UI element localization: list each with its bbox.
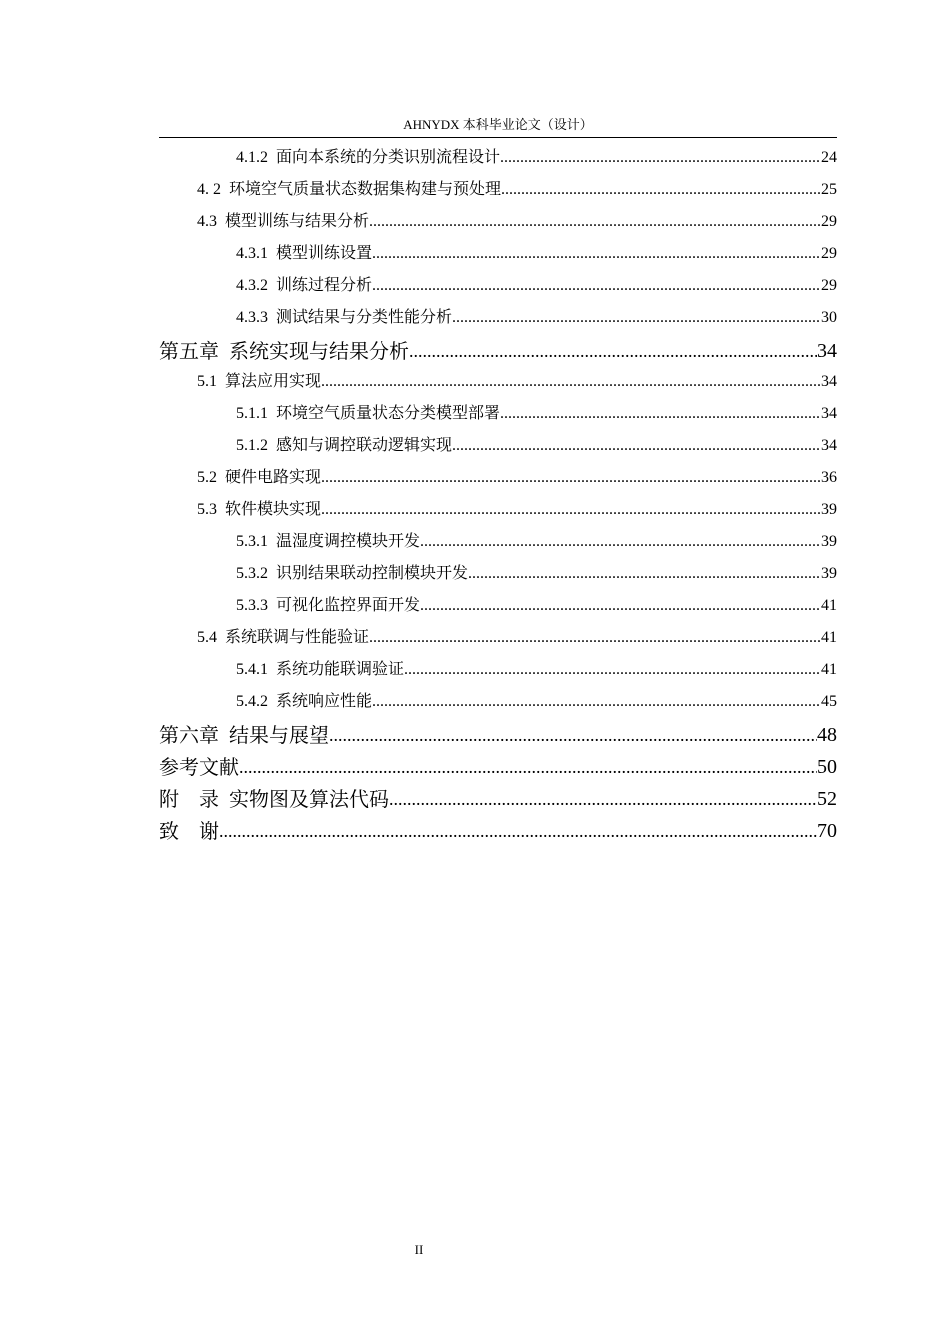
toc-entry-number: 5.3.1	[236, 533, 268, 550]
toc-entry-page: 29	[821, 245, 837, 262]
toc-entry[interactable]	[159, 813, 837, 845]
toc-entry-number: 5.1	[197, 373, 217, 390]
toc-entry-label	[197, 498, 321, 525]
toc-entry[interactable]	[159, 781, 837, 813]
toc-entry-title: 测试结果与分类性能分析	[276, 309, 453, 326]
toc-entry-page: 34	[821, 405, 837, 422]
toc-entry-number: 5.4.2	[236, 693, 268, 710]
toc-entry[interactable]	[159, 621, 837, 653]
toc-entry-label	[197, 370, 321, 397]
toc-entry[interactable]	[159, 717, 837, 749]
toc-entry[interactable]	[159, 269, 837, 301]
toc-entry-title: 温湿度调控模块开发	[276, 533, 421, 550]
toc-entry-page: 25	[821, 181, 837, 198]
toc-entry-number: 4. 2	[197, 181, 221, 198]
toc-dot-leader	[372, 242, 821, 269]
toc-dot-leader	[501, 178, 821, 205]
toc-entry-title: 识别结果联动控制模块开发	[276, 565, 469, 582]
toc-entry-page: 29	[821, 213, 837, 230]
toc-entry-page: 34	[821, 437, 837, 454]
toc-entry[interactable]	[159, 589, 837, 621]
toc-entry-label	[236, 562, 468, 589]
toc-entry-label	[236, 658, 404, 685]
toc-entry-label	[197, 178, 501, 205]
toc-dot-leader	[500, 146, 821, 173]
toc-entry-page: 34	[821, 373, 837, 390]
toc-entry-title: 模型训练与结果分析	[225, 213, 370, 230]
toc-dot-leader	[452, 306, 821, 333]
toc-dot-leader	[321, 370, 821, 397]
toc-entry-title: 面向本系统的分类识别流程设计	[276, 149, 501, 166]
toc-dot-leader	[389, 787, 817, 813]
toc-entry-page: 34	[817, 340, 837, 362]
toc-entry-label	[197, 210, 369, 237]
toc-dot-leader	[321, 498, 821, 525]
toc-dot-leader	[372, 274, 821, 301]
toc-entry-label	[159, 787, 389, 813]
toc-entry-number: 附 录	[159, 787, 219, 811]
toc-entry-title: 致 谢	[159, 819, 219, 843]
toc-entry[interactable]	[159, 461, 837, 493]
toc-dot-leader	[369, 626, 821, 653]
toc-entry-title: 硬件电路实现	[225, 469, 322, 486]
toc-entry-number: 5.3.3	[236, 597, 268, 614]
toc-entry[interactable]	[159, 525, 837, 557]
toc-entry[interactable]	[159, 365, 837, 397]
toc-entry-number: 4.3	[197, 213, 217, 230]
header-rule	[159, 137, 837, 138]
toc-entry-title: 训练过程分析	[276, 277, 373, 294]
toc-dot-leader	[219, 819, 817, 845]
toc-entry-page: 70	[817, 820, 837, 842]
toc-entry[interactable]	[159, 205, 837, 237]
toc-entry-title: 系统实现与结果分析	[229, 339, 409, 363]
toc-dot-leader	[468, 562, 821, 589]
toc-entry-page: 39	[821, 565, 837, 582]
toc-entry-label	[236, 274, 372, 301]
toc-entry-label	[236, 594, 420, 621]
toc-entry-page: 50	[817, 756, 837, 778]
toc-dot-leader	[369, 210, 821, 237]
toc-entry-number: 5.1.1	[236, 405, 268, 422]
toc-dot-leader	[321, 466, 821, 493]
toc-dot-leader	[239, 755, 817, 781]
toc-entry-number: 4.3.3	[236, 309, 268, 326]
toc-dot-leader	[420, 594, 821, 621]
toc-entry-number: 5.1.2	[236, 437, 268, 454]
toc-entry[interactable]	[159, 301, 837, 333]
page-header: AHNYDX 本科毕业论文（设计）	[403, 117, 593, 132]
toc-entry[interactable]	[159, 749, 837, 781]
toc-entry-title: 环境空气质量状态数据集构建与预处理	[229, 181, 502, 198]
toc-entry-page: 39	[821, 501, 837, 518]
toc-entry-label	[236, 530, 420, 557]
toc-dot-leader	[372, 690, 821, 717]
table-of-contents	[159, 141, 837, 845]
toc-entry-title: 环境空气质量状态分类模型部署	[276, 405, 501, 422]
toc-entry-number: 5.4.1	[236, 661, 268, 678]
toc-entry-page: 41	[821, 629, 837, 646]
toc-dot-leader	[500, 402, 821, 429]
toc-entry[interactable]	[159, 173, 837, 205]
toc-dot-leader	[420, 530, 821, 557]
toc-entry-page: 24	[821, 149, 837, 166]
toc-dot-leader	[409, 339, 817, 365]
toc-entry-title: 软件模块实现	[225, 501, 322, 518]
toc-entry-number: 5.4	[197, 629, 217, 646]
toc-entry-number: 第五章	[159, 339, 219, 363]
page-number: II	[414, 1242, 424, 1257]
toc-entry-page: 41	[821, 597, 837, 614]
toc-entry-label	[236, 402, 500, 429]
toc-entry[interactable]	[159, 557, 837, 589]
toc-entry-page: 48	[817, 724, 837, 746]
toc-dot-leader	[404, 658, 821, 685]
toc-entry-page: 45	[821, 693, 837, 710]
toc-entry-number: 5.3.2	[236, 565, 268, 582]
toc-entry-label	[236, 242, 372, 269]
toc-entry[interactable]	[159, 685, 837, 717]
toc-entry-title: 系统响应性能	[276, 693, 373, 710]
toc-entry-number: 4.1.2	[236, 149, 268, 166]
toc-entry[interactable]	[159, 653, 837, 685]
toc-entry-label	[159, 755, 239, 781]
toc-entry-page: 36	[821, 469, 837, 486]
toc-entry-title: 参考文献	[159, 755, 239, 779]
toc-entry-page: 30	[821, 309, 837, 326]
toc-entry[interactable]	[159, 237, 837, 269]
toc-dot-leader	[329, 723, 817, 749]
toc-entry[interactable]	[159, 493, 837, 525]
toc-entry[interactable]	[159, 429, 837, 461]
toc-entry-label	[159, 339, 409, 365]
toc-entry-title: 感知与调控联动逻辑实现	[276, 437, 453, 454]
toc-entry-page: 41	[821, 661, 837, 678]
toc-entry[interactable]	[159, 333, 837, 365]
toc-entry-label	[159, 723, 329, 749]
toc-entry-label	[197, 466, 321, 493]
toc-entry-label	[236, 690, 372, 717]
toc-entry-number: 第六章	[159, 723, 219, 747]
toc-entry-title: 可视化监控界面开发	[276, 597, 421, 614]
toc-entry-number: 4.3.1	[236, 245, 268, 262]
toc-entry-number: 5.2	[197, 469, 217, 486]
toc-entry-number: 5.3	[197, 501, 217, 518]
toc-dot-leader	[452, 434, 821, 461]
toc-entry-title: 系统功能联调验证	[276, 661, 405, 678]
toc-entry-title: 结果与展望	[229, 723, 329, 747]
toc-entry[interactable]	[159, 397, 837, 429]
toc-entry-label	[236, 146, 500, 173]
toc-entry-label	[236, 306, 452, 333]
toc-entry-page: 29	[821, 277, 837, 294]
toc-entry[interactable]	[159, 141, 837, 173]
toc-entry-title: 系统联调与性能验证	[225, 629, 370, 646]
toc-entry-page: 52	[817, 788, 837, 810]
toc-entry-page: 39	[821, 533, 837, 550]
toc-entry-label	[159, 819, 219, 845]
toc-entry-title: 模型训练设置	[276, 245, 373, 262]
toc-entry-label	[197, 626, 369, 653]
toc-entry-label	[236, 434, 452, 461]
toc-entry-title: 算法应用实现	[225, 373, 322, 390]
toc-entry-title: 实物图及算法代码	[229, 787, 389, 811]
toc-entry-number: 4.3.2	[236, 277, 268, 294]
